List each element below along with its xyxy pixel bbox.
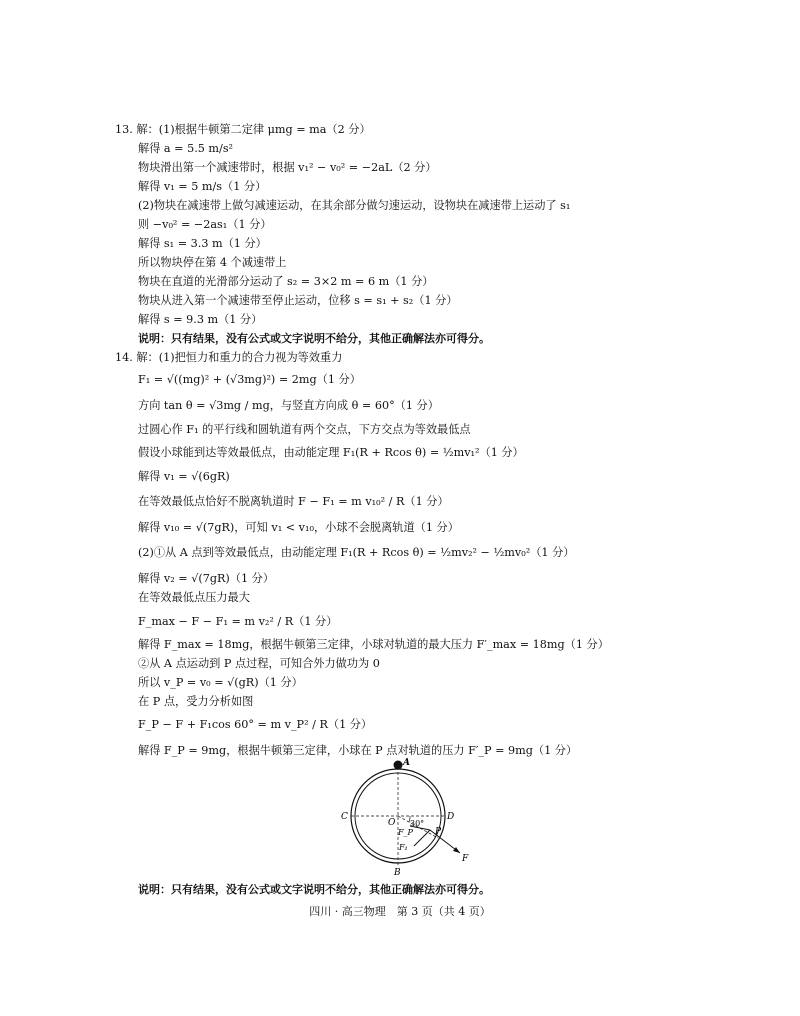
text-line: ②从 A 点运动到 P 点过程，可知合外力做功为 0	[138, 657, 380, 670]
text-line: 物块从进入第一个减速带至停止运动，位移 s = s₁ + s₂（1 分）	[138, 294, 458, 307]
text-line: 解得 F_max = 18mg，根据牛顿第三定律，小球对轨道的最大压力 F′_max = 18mg（1 分）	[138, 638, 609, 651]
text-line: 解得 v₁ = 5 m/s（1 分）	[138, 180, 267, 193]
text-line: 13. 解：(1)根据牛顿第二定律 μmg = ma（2 分）	[115, 123, 371, 136]
text-line: 解得 v₁₀ = √(7gR)，可知 v₁ < v₁₀，小球不会脱离轨道（1 分）	[138, 521, 459, 534]
text-line: 解得 v₂ = √(7gR)（1 分）	[138, 572, 275, 585]
text-line: 方向 tan θ = √3mg / mg，与竖直方向成 θ = 60°（1 分）	[138, 399, 439, 412]
text-line: F_P − F + F₁cos 60° = m v_P² / R（1 分）	[138, 718, 373, 731]
text-line: 物块滑出第一个减速带时，根据 v₁² − v₀² = −2aL（2 分）	[138, 161, 437, 174]
text-line: 解得 s₁ = 3.3 m（1 分）	[138, 237, 267, 250]
ball-a	[394, 761, 403, 770]
text-line: 则 −v₀² = −2as₁（1 分）	[138, 218, 272, 231]
force-f1-arrow	[414, 830, 430, 846]
text-line: 在等效最低点压力最大	[138, 591, 250, 604]
label-c: C	[341, 812, 348, 822]
label-b: B	[394, 868, 401, 878]
text-line: 所以 v_P = v₀ = √(gR)（1 分）	[138, 676, 303, 689]
text-line: 解得 v₁ = √(6gR)	[138, 470, 230, 483]
text-line: 在 P 点，受力分析如图	[138, 695, 254, 708]
label-angle: 30°	[410, 819, 425, 828]
text-line: 过圆心作 F₁ 的平行线和圆轨道有两个交点，下方交点为等效最低点	[138, 423, 471, 436]
text-line: 物块在直道的光滑部分运动了 s₂ = 3×2 m = 6 m（1 分）	[138, 275, 434, 288]
text-line: F₁ = √((mg)² + (√3mg)²) = 2mg（1 分）	[138, 373, 361, 386]
text-line: 14. 解：(1)把恒力和重力的合力视为等效重力	[115, 351, 343, 364]
text-line: 解得 F_P = 9mg，根据牛顿第三定律，小球在 P 点对轨道的压力 F′_P = 9mg（1 分）	[138, 744, 578, 757]
text-line: 在等效最低点恰好不脱离轨道时 F − F₁ = m v₁₀² / R（1 分）	[138, 495, 449, 508]
text-line: 说明：只有结果，没有公式或文字说明不给分，其他正确解法亦可得分。	[138, 883, 490, 896]
text-line: F_max − F − F₁ = m v₂² / R（1 分）	[138, 615, 338, 628]
text-line: (2)物块在减速带上做匀减速运动，在其余部分做匀速运动，设物块在减速带上运动了 s₁	[138, 199, 571, 212]
text-line: 解得 s = 9.3 m（1 分）	[138, 313, 263, 326]
label-o: O	[388, 818, 396, 828]
text-line: 说明：只有结果，没有公式或文字说明不给分，其他正确解法亦可得分。	[138, 332, 490, 345]
text-line: (2)①从 A 点到等效最低点，由动能定理 F₁(R + Rcos θ) = ½mv₂² − ½mv₀²（1 分）	[138, 546, 575, 559]
label-p: P	[435, 827, 442, 837]
label-d: D	[447, 812, 455, 822]
text-line: 解得 a = 5.5 m/s²	[138, 142, 234, 155]
text-line: 所以物块停在第 4 个减速带上	[138, 256, 287, 269]
circle-track-figure	[330, 758, 480, 878]
label-f: F	[462, 854, 469, 864]
text-line: 假设小球能到达等效最低点，由动能定理 F₁(R + Rcos θ) = ½mv₁²（1 分）	[138, 446, 524, 459]
label-fp: F_P	[398, 828, 413, 837]
label-a: A	[403, 758, 410, 768]
page-footer: 四川 · 高三物理 第 3 页（共 4 页）	[309, 905, 491, 918]
label-f1: F₁	[399, 843, 408, 852]
